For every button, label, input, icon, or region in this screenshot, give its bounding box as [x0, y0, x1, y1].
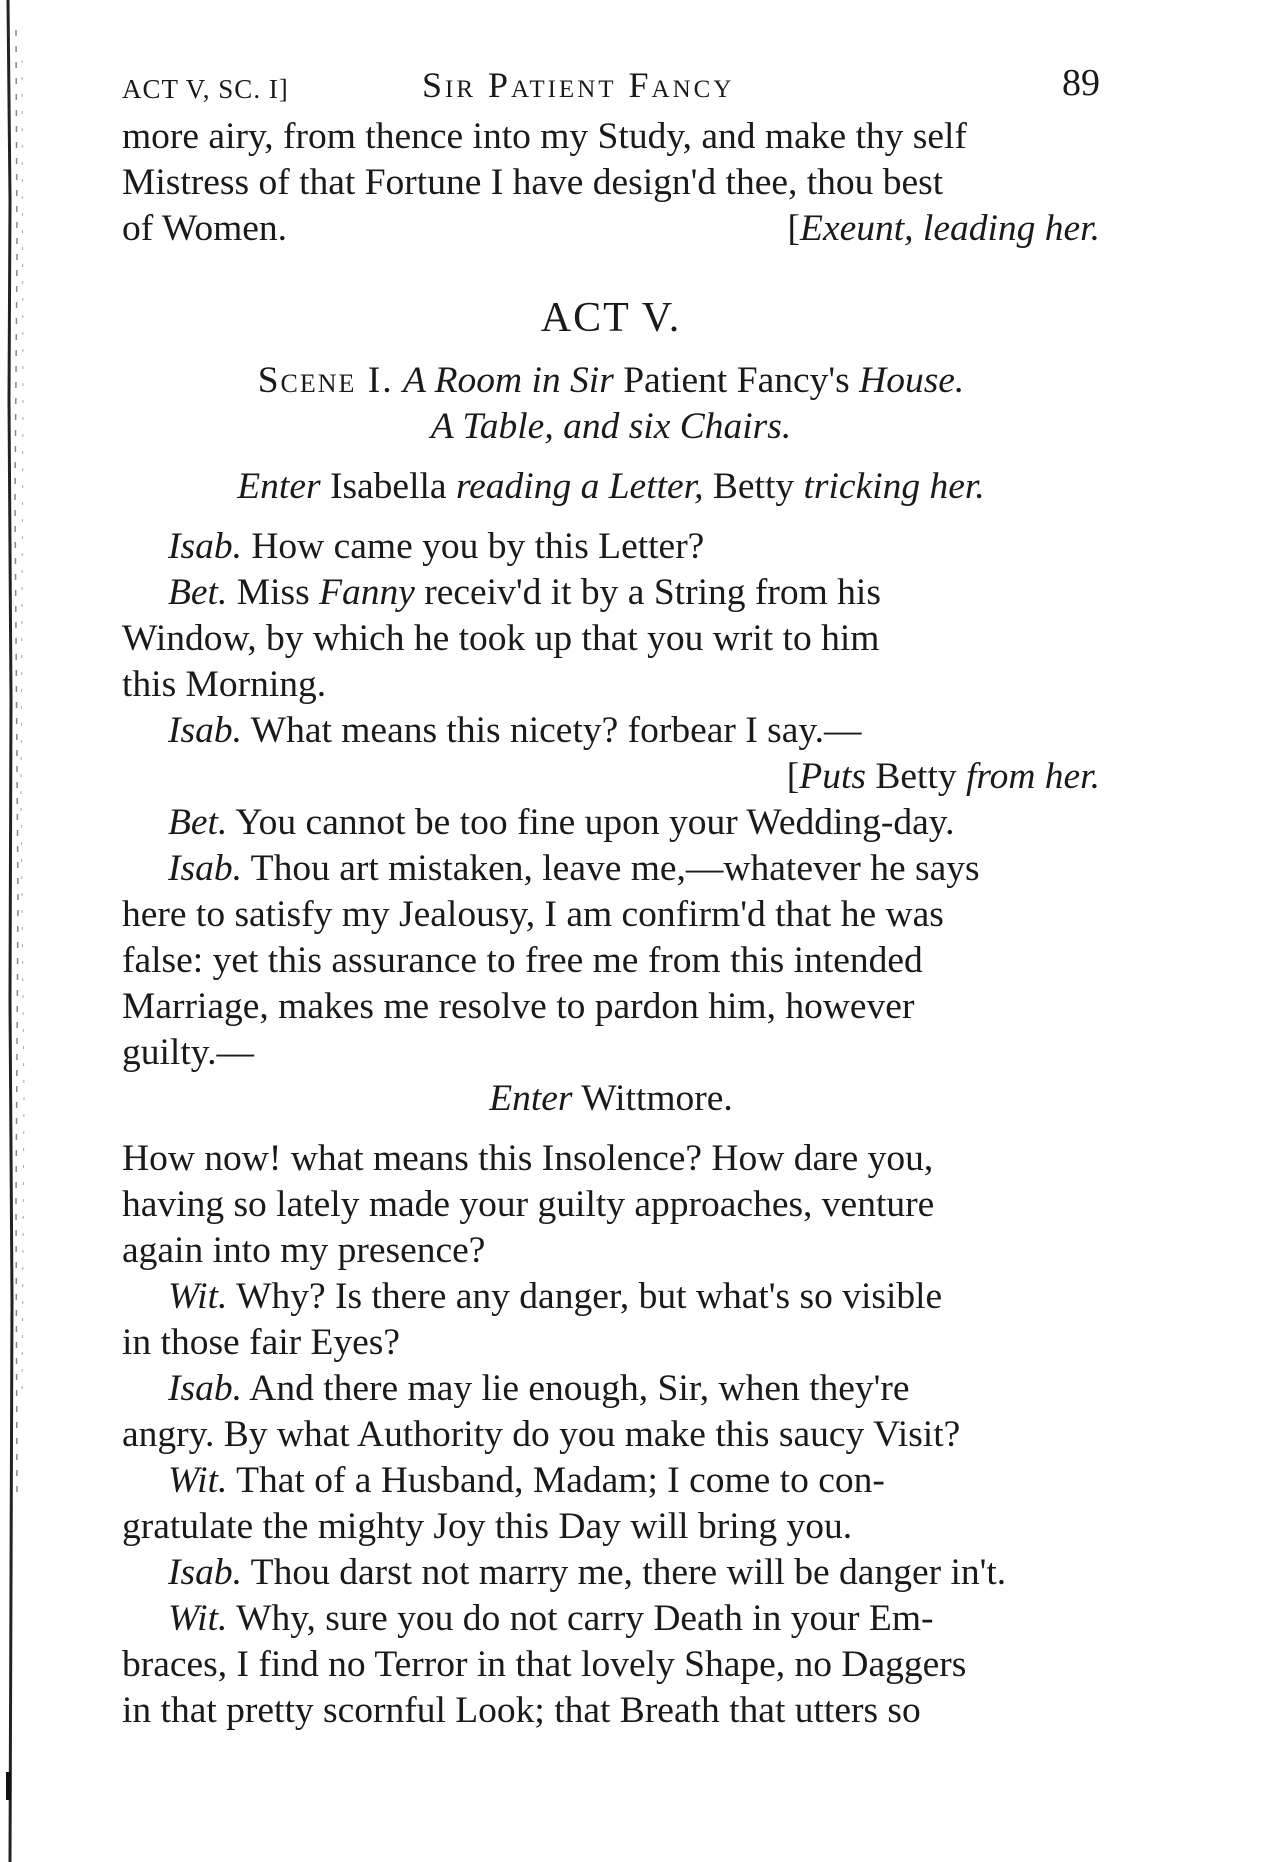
speech-6-cont-1: in those fair Eyes? [122, 1322, 401, 1363]
after-entrance-line-1: How now! what means this Insolence? How dare you, [122, 1138, 934, 1179]
scene-desc-line-2: A Table, and six Chairs. [430, 406, 792, 447]
scene-heading-line-1 [122, 358, 1100, 404]
stage-direction-puts [122, 754, 1100, 800]
action-2: tricking her. [803, 466, 985, 507]
scene-name: Patient Fancy's [623, 360, 850, 401]
speech-2 [122, 570, 1100, 616]
speech-5-cont-3: Marriage, makes me resolve to pardon him, however [122, 986, 915, 1027]
speaker: Isab. [168, 1552, 242, 1593]
opening-line-2: Mistress of that Fortune I have design'd thee, thou best [122, 162, 944, 203]
speech-9 [122, 1550, 1100, 1596]
speech-8-cont-1: gratulate the mighty Joy this Day will bring you. [122, 1506, 853, 1547]
speech-2-cont-1: Window, by which he took up that you writ to him [122, 618, 880, 659]
header-title: Sir Patient Fancy [422, 65, 735, 105]
scene-desc-b: House. [859, 360, 965, 401]
speech-text: And there may lie enough, Sir, when they're [249, 1368, 910, 1409]
opening-line-1: more airy, from thence into my Study, and make thy self [122, 116, 967, 157]
direction-name: Betty [875, 756, 957, 797]
stage-direction-exeunt [788, 206, 1100, 252]
scene-label: Scene I. [257, 360, 394, 401]
speech-10 [122, 1596, 1100, 1642]
speech-8 [122, 1458, 1100, 1504]
after-entrance-line-3: again into my presence? [122, 1230, 486, 1271]
direction-rest: from her. [965, 756, 1100, 797]
speech-text: Thou darst not marry me, there will be danger in't. [250, 1552, 1007, 1593]
character-betty: Betty [712, 466, 795, 507]
speech-text: Miss [236, 572, 310, 613]
speech-3 [122, 708, 1100, 754]
opening-line-3-text: of Women. [122, 208, 288, 249]
running-header [122, 62, 1100, 114]
speech-4 [122, 800, 1100, 846]
page-gutter-shadow [0, 0, 32, 1862]
speaker: Isab. [168, 1368, 242, 1409]
book-page [122, 62, 1100, 1734]
enter-word: Enter [489, 1078, 573, 1119]
speech-text: What means this nicety? forbear I say.— [250, 710, 862, 751]
header-act-scene: ACT V, SC. I] [122, 74, 289, 104]
speaker: Wit. [168, 1598, 228, 1639]
act-heading: ACT V. [540, 295, 682, 341]
speech-5-cont-1: here to satisfy my Jealousy, I am confirm'd that he was [122, 894, 944, 935]
speaker: Isab. [168, 526, 242, 567]
speech-text: Why, sure you do not carry Death in your Em- [236, 1598, 934, 1639]
entrance-2 [122, 1076, 1100, 1122]
enter-word: Enter [237, 466, 321, 507]
name-fanny: Fanny [319, 572, 415, 613]
speaker: Isab. [168, 710, 242, 751]
speech-6 [122, 1274, 1100, 1320]
speech-10-cont-2: in that pretty scornful Look; that Breath that utters so [122, 1690, 921, 1731]
speech-7 [122, 1366, 1100, 1412]
character-wittmore: Wittmore. [581, 1078, 733, 1119]
direction-rest: , leading her. [904, 208, 1100, 249]
speech-text: That of a Husband, Madam; I come to con- [236, 1460, 885, 1501]
speech-text: Thou art mistaken, leave me,—whatever he says [250, 848, 980, 889]
direction-word: Puts [799, 756, 866, 797]
character-isabella: Isabella [329, 466, 447, 507]
after-entrance-line-2: having so lately made your guilty approaches, venture [122, 1184, 935, 1225]
bracket: [ [786, 756, 800, 797]
speaker: Wit. [168, 1460, 228, 1501]
speech-5-cont-4: guilty.— [122, 1032, 254, 1073]
speech-1 [122, 524, 1100, 570]
direction-word: Exeunt [800, 208, 905, 249]
spacer [122, 450, 1100, 464]
scene-desc-a: A Room in Sir [403, 360, 614, 401]
speech-text: You cannot be too fine upon your Wedding-day. [235, 802, 955, 843]
speaker: Isab. [168, 848, 242, 889]
spacer [122, 1122, 1100, 1136]
speech-5 [122, 846, 1100, 892]
bracket: [ [787, 208, 801, 249]
speaker: Bet. [168, 802, 228, 843]
speaker: Bet. [168, 572, 228, 613]
speech-7-cont-1: angry. By what Authority do you make this saucy Visit? [122, 1414, 961, 1455]
speech-2-cont-2: this Morning. [122, 664, 327, 705]
spacer [122, 510, 1100, 524]
binding-edge-image [0, 0, 32, 1862]
action-1: reading a Letter, [455, 466, 704, 507]
opening-line-3 [122, 206, 1100, 252]
speech-10-cont-1: braces, I find no Terror in that lovely Shape, no Daggers [122, 1644, 967, 1685]
speech-text: Why? Is there any danger, but what's so visible [236, 1276, 943, 1317]
speech-text: How came you by this Letter? [251, 526, 705, 567]
page-number: 89 [1062, 62, 1100, 104]
scene-heading-line-2 [122, 404, 1100, 450]
speech-text: receiv'd it by a String from his [424, 572, 881, 613]
entrance-1 [122, 464, 1100, 510]
speech-5-cont-2: false: yet this assurance to free me from this intended [122, 940, 923, 981]
speaker: Wit. [168, 1276, 228, 1317]
